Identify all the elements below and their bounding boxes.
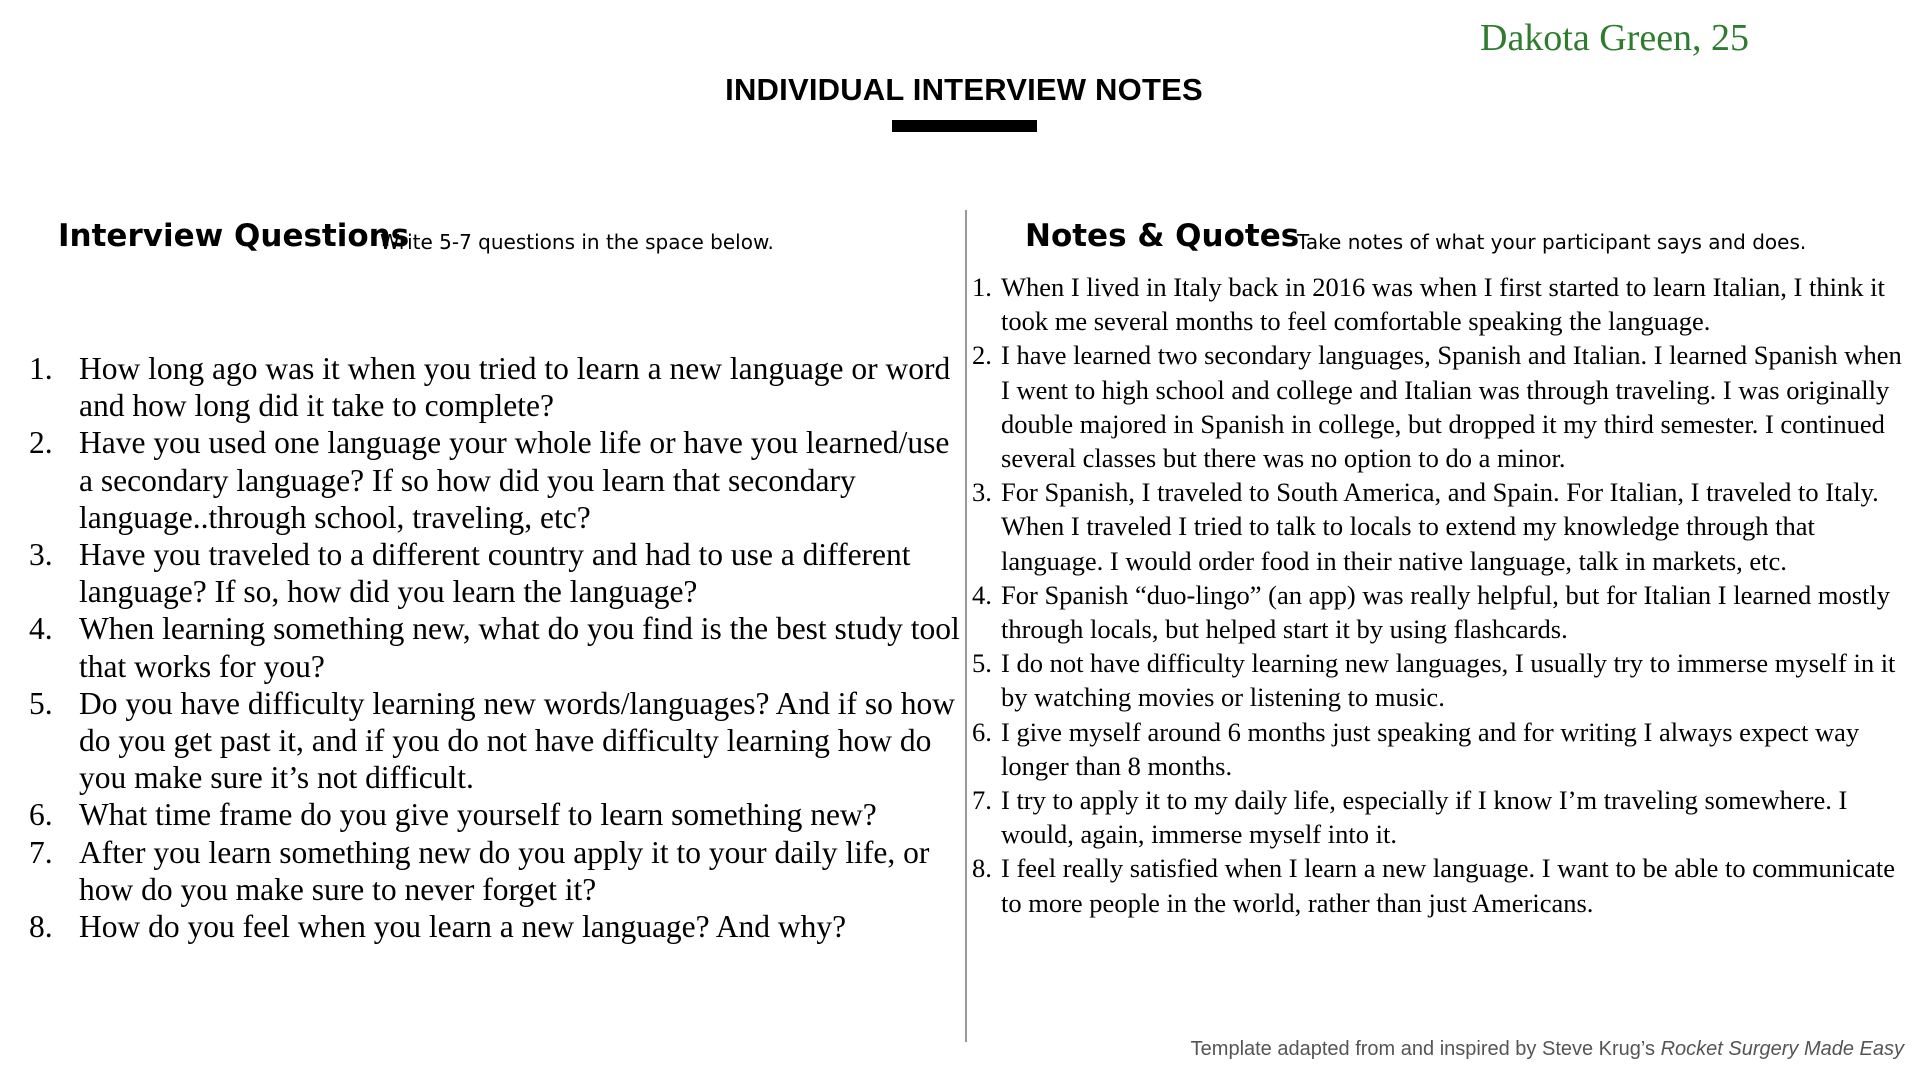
question-text: Have you used one language your whole life or have you learned/use a secondary language? If so how did you learn that secondary language..through school, traveling, etc? (79, 425, 950, 535)
note-item (972, 783, 1912, 851)
questions-heading: Interview Questions (58, 218, 410, 254)
question-item (26, 350, 961, 424)
credit-text: Template adapted from and inspired by Steve Krug’s (1190, 1038, 1661, 1060)
participant-name: Dakota Green, 25 (1480, 17, 1750, 59)
note-text: I feel really satisfied when I learn a new language. I want to be able to communicate to more people in the world, rather than just Americans. (1001, 853, 1895, 918)
title-underline-bar (892, 120, 1037, 132)
note-text: I do not have difficulty learning new languages, I usually try to immerse myself in it by watching movies or listening to music. (1001, 648, 1896, 713)
note-item (972, 338, 1912, 475)
question-number: 1. (29, 351, 53, 386)
question-item (26, 424, 961, 536)
note-text: For Spanish, I traveled to South America, and Spain. For Italian, I traveled to Italy. When I traveled I tried to talk to locals to extend my knowledge through that language. I would order food in their native language, talk in markets, etc. (1001, 477, 1879, 576)
question-item (26, 834, 961, 908)
credit-book-title: Rocket Surgery Made Easy (1660, 1038, 1904, 1060)
note-item (972, 475, 1912, 578)
template-credit (1191, 1038, 1904, 1061)
question-text: When learning something new, what do you find is the best study tool that works for you? (79, 611, 960, 684)
column-divider (965, 210, 967, 1042)
note-text: I have learned two secondary languages, Spanish and Italian. I learned Spanish when I went to high school and college and Italian was through traveling. I was originally double majored in Spanish in college, but dropped it my third semester. I continued several classes but there was no option to do a minor. (1001, 340, 1902, 474)
note-number: 2. (972, 340, 992, 371)
questions-section-header (58, 218, 409, 254)
note-number: 6. (972, 716, 992, 747)
questions-list (26, 350, 961, 945)
question-text: After you learn something new do you apply it to your daily life, or how do you make sure to never forget it? (79, 834, 930, 907)
question-number: 5. (29, 685, 53, 721)
note-text: I try to apply it to my daily life, especially if I know I’m traveling somewhere. I would, again, immerse myself into it. (1001, 785, 1848, 850)
question-item (26, 685, 961, 797)
note-text: When I lived in Italy back in 2016 was when I first started to learn Italian, I think it took me several months to feel comfortable speaking the language. (1001, 272, 1885, 337)
notes-list (972, 270, 1912, 920)
notes-section-header (1025, 218, 1299, 254)
question-item (26, 796, 961, 833)
question-number: 3. (29, 537, 53, 573)
question-text: Have you traveled to a different country and had to use a different language? If so, how did you learn the language? (79, 537, 911, 610)
question-number: 7. (29, 834, 53, 870)
note-item (972, 715, 1912, 783)
question-item (26, 610, 961, 684)
question-number: 2. (29, 425, 53, 461)
question-text: Do you have difficulty learning new words/languages? And if so how do you get past it, and if you do not have difficulty learning how do you make sure it’s not difficult. (79, 685, 955, 796)
note-number: 5. (972, 648, 992, 679)
notes-instruction: Take notes of what your participant says and does. (1297, 230, 1807, 254)
note-item (972, 578, 1912, 646)
question-number: 8. (29, 909, 53, 945)
questions-instruction: Write 5-7 questions in the space below. (380, 230, 774, 254)
question-text: How do you feel when you learn a new language? And why? (79, 909, 847, 945)
note-number: 8. (972, 853, 992, 884)
question-number: 6. (29, 797, 53, 833)
note-number: 7. (972, 785, 992, 816)
question-text: How long ago was it when you tried to learn a new language or word and how long did it take to complete? (79, 351, 951, 424)
note-number: 3. (972, 477, 992, 508)
note-item (972, 851, 1912, 919)
question-item (26, 908, 961, 945)
note-number: 1. (972, 272, 992, 302)
note-text: For Spanish “duo-lingo” (an app) was really helpful, but for Italian I learned mostly through locals, but helped start it by using flashcards. (1001, 579, 1890, 645)
page-title: INDIVIDUAL INTERVIEW NOTES (725, 72, 1203, 107)
question-item (26, 536, 961, 610)
notes-heading: Notes & Quotes (1025, 218, 1300, 254)
question-number: 4. (29, 611, 53, 647)
note-number: 4. (972, 579, 992, 610)
note-text: I give myself around 6 months just speaking and for writing I always expect way longer than 8 months. (1001, 716, 1860, 781)
note-item (972, 270, 1912, 338)
question-text: What time frame do you give yourself to learn something new? (79, 797, 877, 833)
note-item (972, 646, 1912, 714)
